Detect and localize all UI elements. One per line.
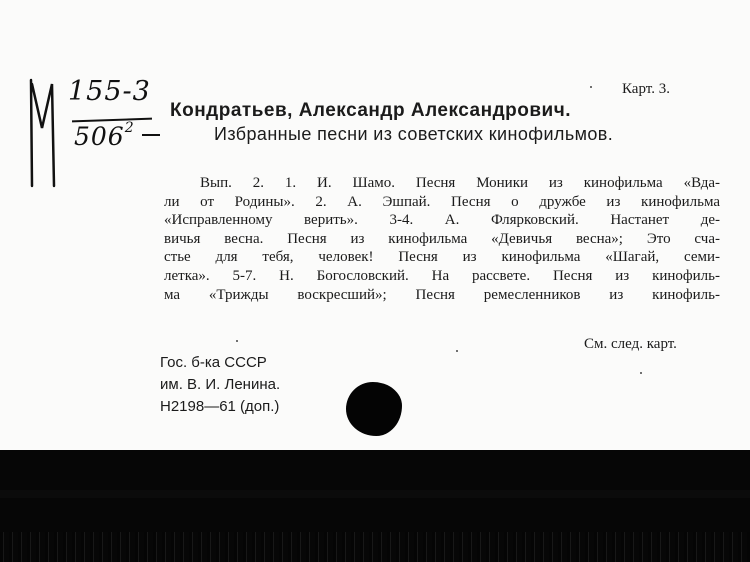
imprint-line-1: Гос. б-ка СССР (160, 354, 267, 371)
call-number-dash (142, 134, 160, 136)
continuation-note: См. след. карт. (584, 336, 677, 352)
call-number-top: 155-3 (68, 76, 151, 107)
contents-line: «Исправленному верить». 3-4. А. Флярковский. Настанет де- (164, 212, 720, 229)
ink-blot (346, 382, 402, 436)
scan-grain (0, 532, 750, 562)
contents-note (164, 174, 720, 304)
author-heading: Кондратьев, Александр Александрович. (170, 100, 572, 121)
contents-line: ма «Трижды воскресший»; Песня ремесленников из кинофиль- (164, 286, 720, 303)
call-number-bottom-main: 506 (74, 122, 125, 151)
contents-line: вичья весна. Песня из кинофильма «Девичья весна»; Это сча- (164, 230, 720, 247)
imprint-line-2: им. В. И. Ленина. (160, 376, 281, 393)
call-number-bottom-sup: 2 (124, 120, 135, 136)
dust-speck (640, 372, 642, 374)
call-number-bottom (74, 122, 135, 151)
contents-line: летка». 5-7. Н. Богословский. На рассвете. Песня из кинофиль- (164, 267, 720, 284)
imprint-line-3: Н2198—61 (доп.) (160, 398, 280, 415)
library-imprint (160, 352, 280, 418)
contents-line: ли от Родины». 2. А. Эшпай. Песня о дружбе из кинофильма (164, 193, 720, 210)
scan-dark-edge (0, 450, 750, 562)
dust-speck (456, 350, 458, 352)
scan-streak (0, 490, 750, 498)
work-title: Избранные песни из советских кинофильмов. (214, 124, 614, 144)
call-number-bracket-mark (28, 78, 62, 188)
card-number: Карт. 3. (622, 81, 670, 97)
contents-line: стье для тебя, человек! Песня из кинофильма «Шагай, семи- (164, 249, 720, 266)
dust-speck (590, 86, 592, 88)
dust-speck (236, 340, 238, 342)
contents-line: Вып. 2. 1. И. Шамо. Песня Моники из кинофильма «Вда- (200, 175, 720, 191)
